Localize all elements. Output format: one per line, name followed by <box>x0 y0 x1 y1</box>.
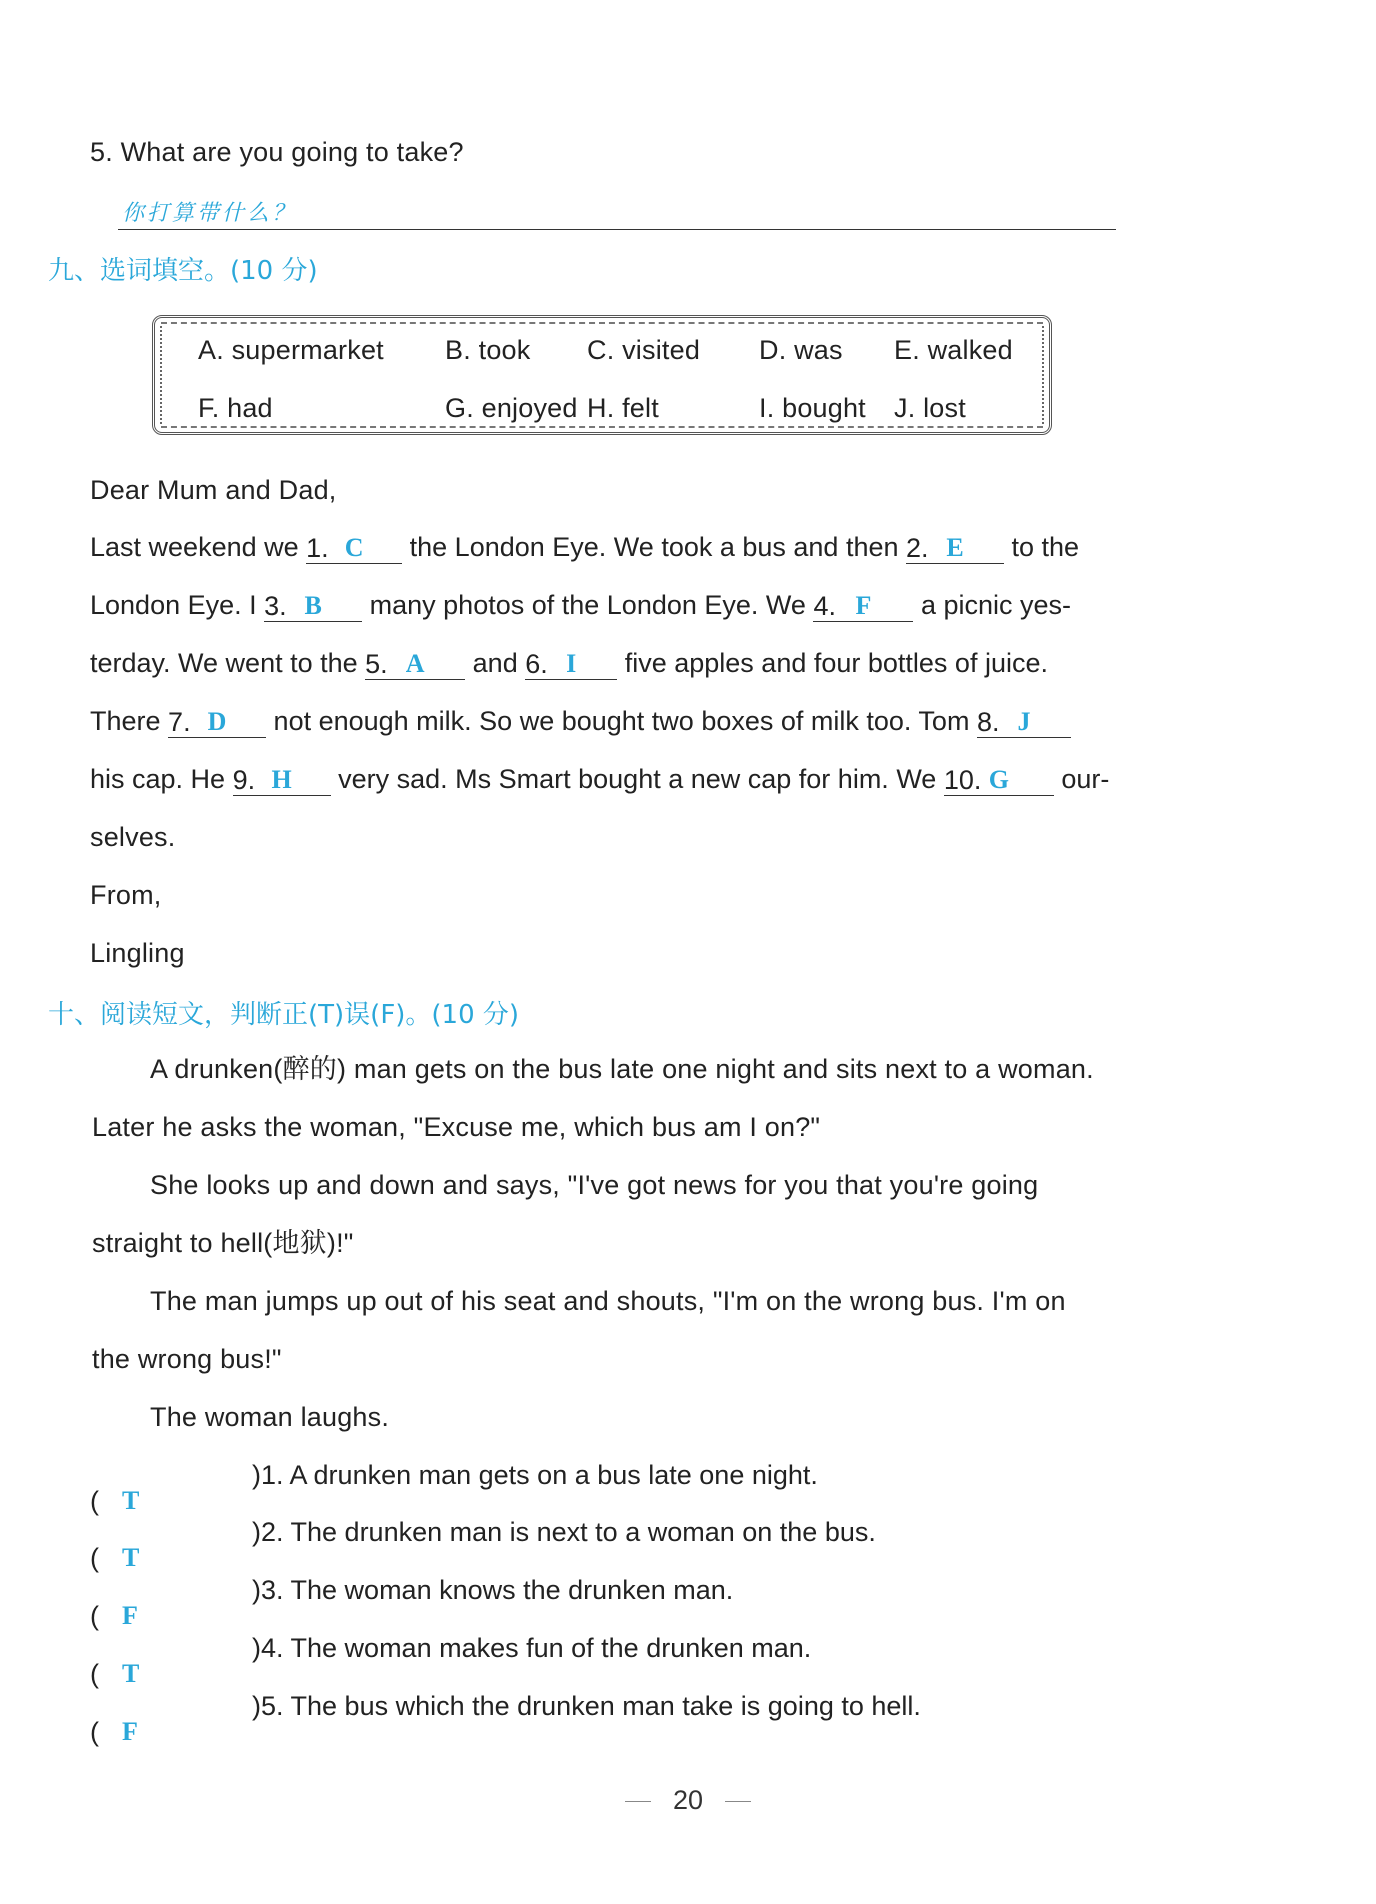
passage-p1-line1: A drunken(醉的) man gets on the bus late one night and sits next to a woman. <box>150 1054 1094 1084</box>
tf-3-paren: ( <box>90 1601 99 1631</box>
tf-item-3 <box>90 1573 734 1631</box>
letter-line-2 <box>90 588 1120 622</box>
letter-line-5 <box>90 762 1120 796</box>
section9-heading: 九、选词填空。(10 分) <box>48 256 318 286</box>
tf-item-2 <box>90 1515 876 1573</box>
tf-4-paren: ( <box>90 1659 99 1689</box>
blank-8-answer: J <box>1017 707 1031 736</box>
line4-text-a: There <box>90 706 169 736</box>
line2-text-a: London Eye. I <box>90 590 265 620</box>
tf-item-4 <box>90 1631 812 1689</box>
tf-5-paren: ( <box>90 1717 99 1747</box>
q5-answer-line <box>118 229 1116 230</box>
tf-2-answer[interactable]: T <box>122 1543 140 1572</box>
line2-text-b: many photos of the London Eye. We <box>362 590 814 620</box>
line3-text-b: and <box>465 648 526 678</box>
passage-p1-line2: Later he asks the woman, "Excuse me, which bus am I on?" <box>92 1112 821 1142</box>
tf-3-statement: )3. The woman knows the drunken man. <box>252 1575 734 1605</box>
blank-10-number: 10. <box>943 765 982 795</box>
blank-5-number: 5. <box>365 649 388 679</box>
tf-4-statement: )4. The woman makes fun of the drunken man. <box>252 1633 812 1663</box>
tf-2-statement: )2. The drunken man is next to a woman on the bus. <box>252 1517 876 1547</box>
line4-text-b: not enough milk. So we bought two boxes of milk too. Tom <box>266 706 977 736</box>
blank-9-answer: H <box>271 765 292 794</box>
q5-answer: 你打算带什么？ <box>122 201 298 226</box>
page-number-value: 20 <box>672 1785 704 1815</box>
letter-line-1 <box>90 530 1120 564</box>
option-d: D. was <box>759 335 843 365</box>
option-a: A. supermarket <box>198 335 384 365</box>
blank-5[interactable] <box>365 648 465 680</box>
letter-line-6: selves. <box>90 822 176 852</box>
blank-3-number: 3. <box>264 591 287 621</box>
blank-1-number: 1. <box>306 533 329 563</box>
tf-5-answer[interactable]: F <box>122 1717 138 1746</box>
letter-line-3 <box>90 646 1120 680</box>
blank-1[interactable] <box>306 532 402 564</box>
option-c: C. visited <box>587 335 701 365</box>
tf-5-statement: )5. The bus which the drunken man take is going to hell. <box>252 1691 921 1721</box>
blank-7[interactable] <box>168 706 266 738</box>
line5-text-b: very sad. Ms Smart bought a new cap for him. We <box>330 764 944 794</box>
tf-2-paren: ( <box>90 1543 99 1573</box>
option-e: E. walked <box>894 335 1013 365</box>
tf-3-answer[interactable]: F <box>122 1601 138 1630</box>
blank-6-answer: I <box>566 649 577 678</box>
blank-10[interactable] <box>944 764 1054 796</box>
passage-p4: The woman laughs. <box>150 1402 390 1432</box>
passage-p2-line1: She looks up and down and says, "I've got news for you that you're going <box>150 1170 1039 1200</box>
passage-p2-line2: straight to hell(地狱)!" <box>92 1228 354 1258</box>
blank-7-number: 7. <box>168 707 191 737</box>
line5-text-a: his cap. He <box>90 764 233 794</box>
blank-6-number: 6. <box>525 649 548 679</box>
blank-8-number: 8. <box>976 707 1000 737</box>
blank-2-answer: E <box>946 533 964 562</box>
line3-text-c: five apples and four bottles of juice. <box>617 648 1048 678</box>
tf-item-5 <box>90 1689 921 1747</box>
line5-text-c: our- <box>1053 764 1110 794</box>
letter-signature: Lingling <box>90 938 185 968</box>
section10-heading: 十、阅读短文，判断正(T)误(F)。(10 分) <box>48 1000 520 1030</box>
option-j: J. lost <box>894 393 966 423</box>
tf-1-paren: ( <box>90 1486 99 1516</box>
letter-from: From, <box>90 880 162 910</box>
blank-9[interactable] <box>233 764 331 796</box>
option-g: G. enjoyed <box>445 393 578 423</box>
q5-question: 5. What are you going to take? <box>90 137 464 167</box>
blank-3[interactable] <box>264 590 362 622</box>
passage-p3-line2: the wrong bus!" <box>92 1344 282 1374</box>
page-number-dash-left <box>625 1801 651 1802</box>
blank-4[interactable] <box>813 590 913 622</box>
option-f: F. had <box>198 393 273 423</box>
blank-4-answer: F <box>855 591 872 620</box>
letter-greeting: Dear Mum and Dad, <box>90 475 337 505</box>
passage-p3-line1: The man jumps up out of his seat and shouts, "I'm on the wrong bus. I'm on <box>150 1286 1066 1316</box>
letter-line-4 <box>90 704 1120 738</box>
blank-8[interactable] <box>977 706 1071 738</box>
page-number-dash-right <box>725 1801 751 1802</box>
blank-2-number: 2. <box>906 533 929 563</box>
blank-9-number: 9. <box>232 765 256 795</box>
tf-1-answer[interactable]: T <box>122 1486 140 1515</box>
blank-4-number: 4. <box>813 591 836 621</box>
blank-6[interactable] <box>525 648 617 680</box>
blank-3-answer: B <box>304 591 322 620</box>
option-i: I. bought <box>759 393 866 423</box>
blank-2[interactable] <box>906 532 1004 564</box>
blank-5-answer: A <box>405 649 425 678</box>
line3-text-a: terday. We went to the <box>90 648 366 678</box>
tf-item-1 <box>90 1458 818 1516</box>
page-number <box>0 1785 1376 1816</box>
tf-4-answer[interactable]: T <box>122 1659 140 1688</box>
option-b: B. took <box>445 335 531 365</box>
line1-text-a: Last weekend we <box>90 532 307 562</box>
blank-7-answer: D <box>207 707 227 736</box>
line1-text-b: the London Eye. We took a bus and then <box>402 532 907 562</box>
line2-text-c: a picnic yes- <box>913 590 1071 620</box>
blank-1-answer: C <box>344 533 364 562</box>
tf-1-statement: )1. A drunken man gets on a bus late one night. <box>252 1460 818 1490</box>
line1-text-c: to the <box>1004 532 1080 562</box>
option-h: H. felt <box>587 393 659 423</box>
blank-10-answer: G <box>988 765 1009 794</box>
